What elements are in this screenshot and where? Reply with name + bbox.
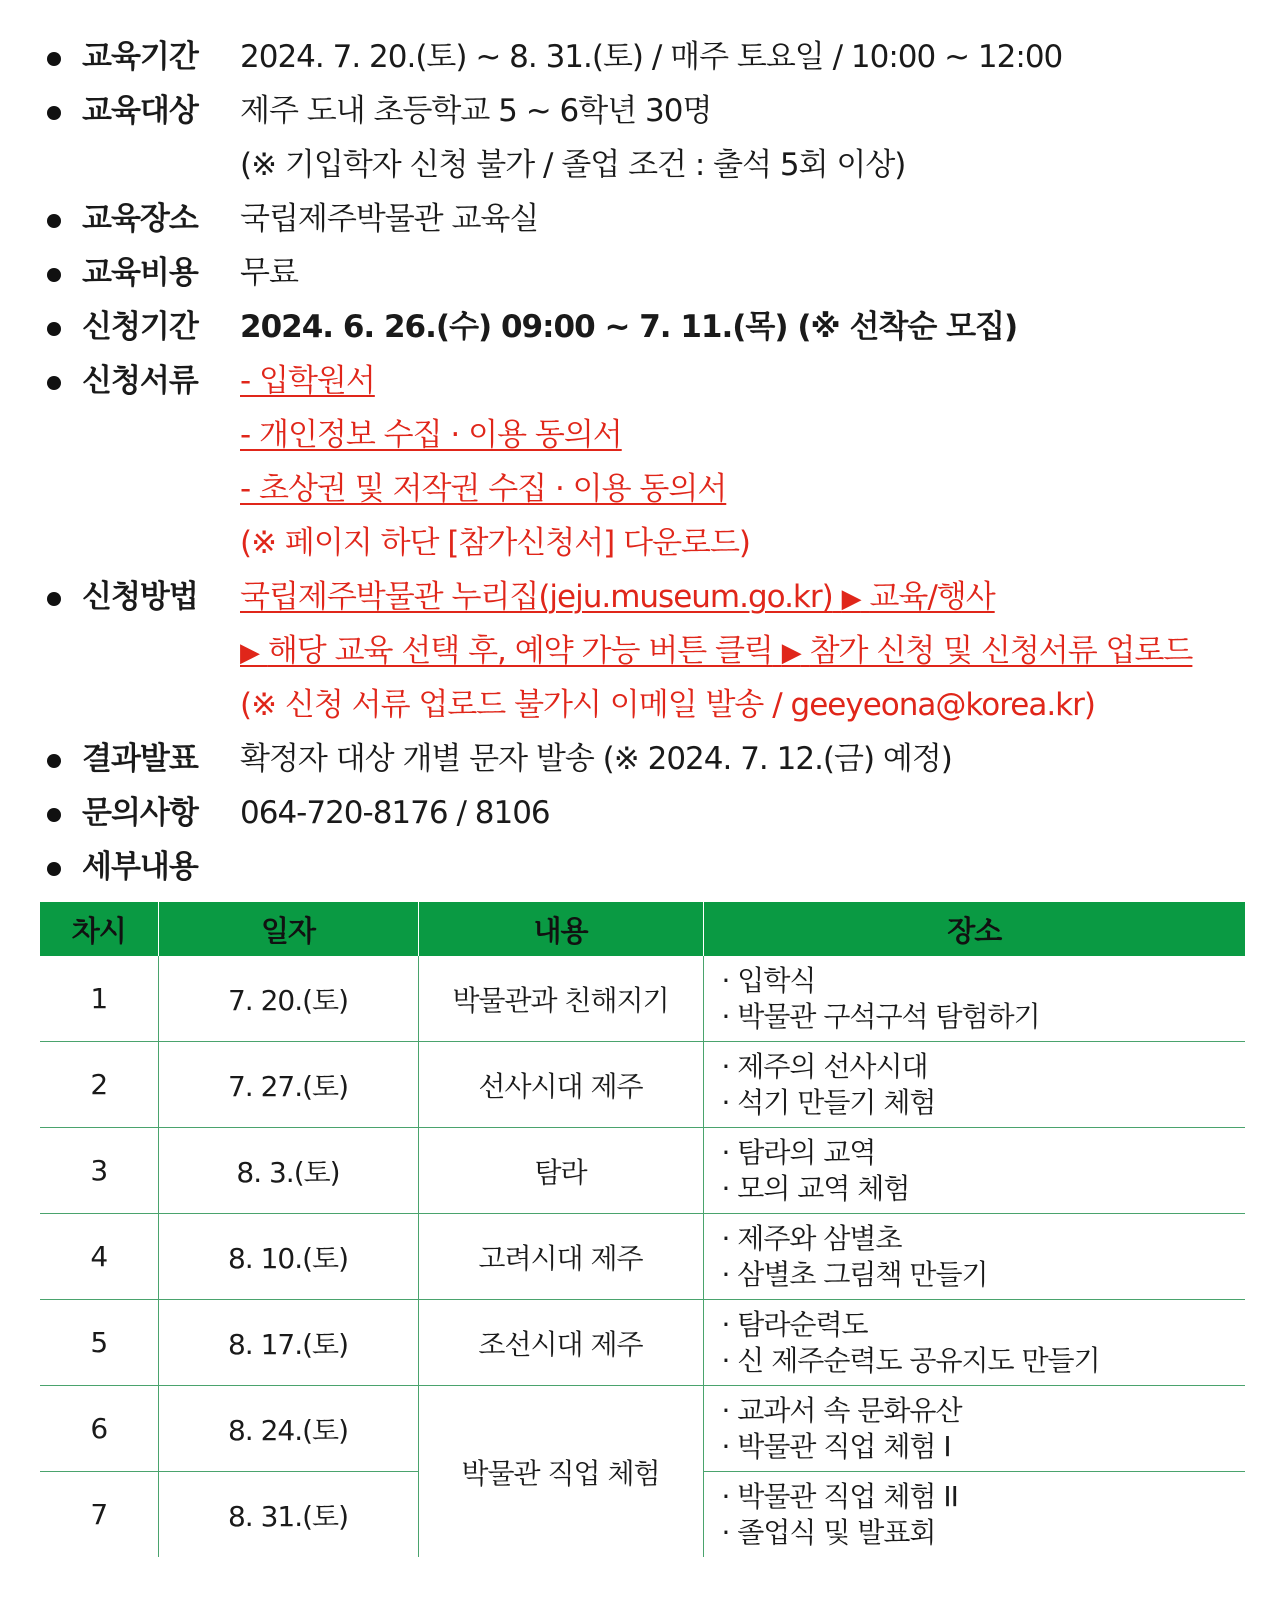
place-line: · 박물관 구석구석 탐험하기 bbox=[721, 999, 1040, 1033]
bullet-icon bbox=[47, 592, 61, 606]
cell-place bbox=[703, 1386, 1245, 1472]
place-line: · 신 제주순력도 공유지도 만들기 bbox=[721, 1343, 1100, 1377]
cell-date: 8. 24.(토) bbox=[158, 1386, 418, 1472]
table-header-row bbox=[40, 902, 1245, 956]
cell-content: 고려시대 제주 bbox=[418, 1214, 703, 1300]
place-line: · 제주와 삼별초 bbox=[721, 1221, 902, 1255]
info-label: 문의사항 bbox=[82, 795, 198, 831]
info-value: 064-720-8176 / 8106 bbox=[240, 795, 550, 831]
header-date: 일자 bbox=[158, 902, 418, 956]
bullet-icon bbox=[47, 214, 61, 228]
table-row bbox=[40, 1128, 1245, 1214]
bullet-icon bbox=[47, 862, 61, 876]
info-period bbox=[0, 30, 1280, 84]
cell-content: 탐라 bbox=[418, 1128, 703, 1214]
info-note: (※ 기입학자 신청 불가 / 졸업 조건 : 출석 5회 이상) bbox=[240, 147, 906, 183]
document-note: (※ 페이지 하단 [참가신청서] 다운로드) bbox=[240, 525, 751, 561]
cell-session: 4 bbox=[40, 1214, 158, 1300]
place-line: · 석기 만들기 체험 bbox=[721, 1085, 936, 1119]
info-value: 국립제주박물관 교육실 bbox=[240, 201, 539, 237]
info-label: 교육대상 bbox=[82, 93, 198, 129]
info-method-row bbox=[0, 624, 1280, 678]
cell-content: 선사시대 제주 bbox=[418, 1042, 703, 1128]
method-steps[interactable] bbox=[240, 624, 1192, 680]
cell-place bbox=[703, 1128, 1245, 1214]
cell-session: 6 bbox=[40, 1386, 158, 1472]
header-session: 차시 bbox=[40, 902, 158, 956]
cell-date: 8. 3.(토) bbox=[158, 1128, 418, 1214]
info-value: 2024. 7. 20.(토) ~ 8. 31.(토) / 매주 토요일 / 10:00 ~ 12:00 bbox=[240, 39, 1063, 75]
cell-date: 7. 27.(토) bbox=[158, 1042, 418, 1128]
info-label: 결과발표 bbox=[82, 741, 198, 777]
document-link-copyright[interactable]: - 초상권 및 저작권 수집 · 이용 동의서 bbox=[240, 471, 727, 507]
table-row bbox=[40, 1214, 1245, 1300]
cell-date: 8. 10.(토) bbox=[158, 1214, 418, 1300]
bullet-icon bbox=[47, 322, 61, 336]
place-line: · 졸업식 및 발표회 bbox=[721, 1515, 936, 1549]
place-line: · 교과서 속 문화유산 bbox=[721, 1393, 962, 1427]
place-line: · 탐라순력도 bbox=[721, 1307, 868, 1341]
place-line: · 박물관 직업 체험 II bbox=[721, 1479, 958, 1513]
info-label: 신청방법 bbox=[82, 579, 198, 615]
table-row bbox=[40, 1300, 1245, 1386]
info-place bbox=[0, 192, 1280, 246]
info-method bbox=[0, 570, 1280, 624]
cell-place bbox=[703, 1472, 1245, 1558]
cell-session: 2 bbox=[40, 1042, 158, 1128]
bullet-icon bbox=[47, 754, 61, 768]
method-text: 교육/행사 bbox=[869, 579, 995, 615]
info-value: 제주 도내 초등학교 5 ~ 6학년 30명 bbox=[240, 93, 712, 129]
cell-date: 7. 20.(토) bbox=[158, 956, 418, 1042]
info-target-note bbox=[0, 138, 1280, 192]
place-line: · 입학식 bbox=[721, 963, 816, 997]
cell-content: 박물관 직업 체험 bbox=[418, 1386, 703, 1558]
cell-session: 3 bbox=[40, 1128, 158, 1214]
info-apply-period bbox=[0, 300, 1280, 354]
place-line: · 제주의 선사시대 bbox=[721, 1049, 928, 1083]
arrow-right-icon: ▶ bbox=[841, 584, 861, 614]
info-method-row bbox=[0, 678, 1280, 732]
bullet-icon bbox=[47, 52, 61, 66]
info-label: 교육기간 bbox=[82, 39, 198, 75]
info-label: 세부내용 bbox=[82, 849, 198, 885]
cell-content: 박물관과 친해지기 bbox=[418, 956, 703, 1042]
info-target bbox=[0, 84, 1280, 138]
arrow-right-icon: ▶ bbox=[240, 638, 259, 668]
bullet-icon bbox=[47, 268, 61, 282]
table-row bbox=[40, 956, 1245, 1042]
place-line: · 박물관 직업 체험 I bbox=[721, 1429, 951, 1463]
document-link-admission[interactable]: - 입학원서 bbox=[240, 363, 375, 399]
method-link-museum[interactable] bbox=[240, 570, 995, 626]
info-documents-row bbox=[0, 516, 1280, 570]
info-value: 2024. 6. 26.(수) 09:00 ~ 7. 11.(목) (※ 선착순 모집) bbox=[240, 309, 1018, 345]
place-line: · 삼별초 그림책 만들기 bbox=[721, 1257, 988, 1291]
info-value: 무료 bbox=[240, 255, 298, 291]
bullet-icon bbox=[47, 808, 61, 822]
document-link-privacy[interactable]: - 개인정보 수집 · 이용 동의서 bbox=[240, 417, 622, 453]
info-label: 신청기간 bbox=[82, 309, 198, 345]
info-details bbox=[0, 840, 1280, 894]
arrow-right-icon: ▶ bbox=[781, 638, 801, 668]
cell-place bbox=[703, 1300, 1245, 1386]
cell-date: 8. 17.(토) bbox=[158, 1300, 418, 1386]
table-row bbox=[40, 1386, 1245, 1472]
method-text: 해당 교육 선택 후, 예약 가능 버튼 클릭 bbox=[267, 633, 773, 669]
info-documents-row bbox=[0, 462, 1280, 516]
cell-session: 5 bbox=[40, 1300, 158, 1386]
info-label: 교육비용 bbox=[82, 255, 198, 291]
bullet-icon bbox=[47, 106, 61, 120]
info-documents-row bbox=[0, 408, 1280, 462]
cell-place bbox=[703, 1042, 1245, 1128]
method-note: (※ 신청 서류 업로드 불가시 이메일 발송 / geeyeona@korea.kr) bbox=[240, 687, 1095, 723]
place-line: · 모의 교역 체험 bbox=[721, 1171, 910, 1205]
info-contact bbox=[0, 786, 1280, 840]
method-text: 참가 신청 및 신청서류 업로드 bbox=[809, 633, 1193, 669]
cell-date: 8. 31.(토) bbox=[158, 1472, 418, 1558]
info-documents bbox=[0, 354, 1280, 408]
cell-session: 1 bbox=[90, 982, 108, 1015]
info-list bbox=[0, 30, 1280, 894]
cell-place bbox=[703, 1214, 1245, 1300]
cell-place bbox=[703, 956, 1245, 1042]
schedule-table bbox=[40, 902, 1245, 1557]
header-content: 내용 bbox=[418, 902, 703, 956]
method-text: 국립제주박물관 누리집(jeju.museum.go.kr) bbox=[240, 579, 833, 615]
info-value: 확정자 대상 개별 문자 발송 (※ 2024. 7. 12.(금) 예정) bbox=[240, 741, 952, 777]
info-label: 신청서류 bbox=[82, 363, 198, 399]
info-cost bbox=[0, 246, 1280, 300]
table-row bbox=[40, 1042, 1245, 1128]
header-place: 장소 bbox=[703, 902, 1245, 956]
cell-session: 7 bbox=[40, 1472, 158, 1558]
place-line: · 탐라의 교역 bbox=[721, 1135, 876, 1169]
info-label: 교육장소 bbox=[82, 201, 198, 237]
info-result bbox=[0, 732, 1280, 786]
bullet-icon bbox=[47, 376, 61, 390]
cell-content: 조선시대 제주 bbox=[418, 1300, 703, 1386]
